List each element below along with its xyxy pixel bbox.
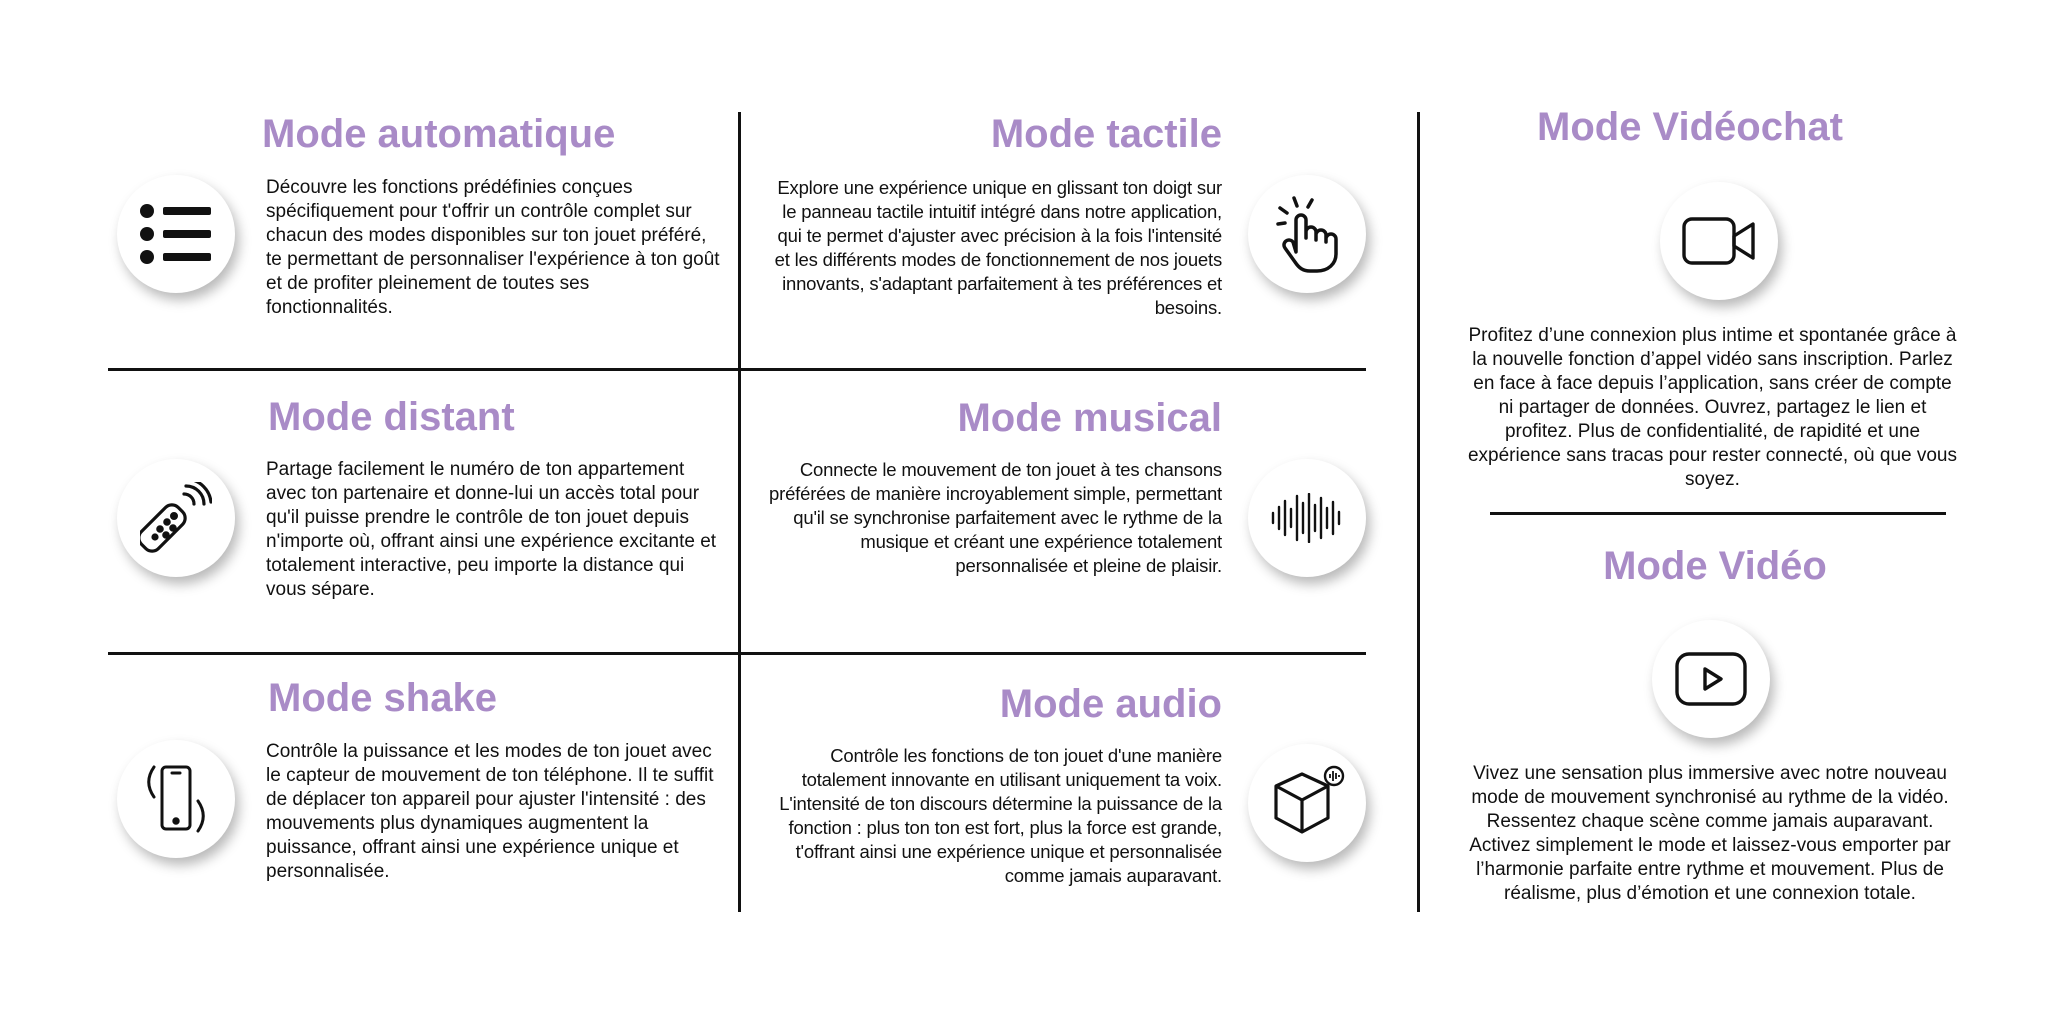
mode-videochat-description: Profitez d’une connexion plus intime et spontanée grâce à la nouvelle fonction d’appel vidéo sans inscription. Parlez en face à face depuis l’application, sans créer de compte ni partager de données. Ouvrez, partagez le lien et profitez. Plus de confidentialité, de rapidité et une expérience sans tracas pour rester connecté, où que vous soyez. bbox=[1467, 325, 1957, 490]
mode-shake-title: Mode shake bbox=[268, 676, 497, 720]
mode-shake-description: Contrôle la puissance et les modes de ton jouet avec le capteur de mouvement de ton téléphone. Il te suffit de déplacer ton appareil pour ajuster l'intensité : des mouvements plus dynamiques augmentent la puissance, offrant ainsi une expérience unique et personnalisée. bbox=[266, 741, 714, 882]
horizontal-divider-right-column bbox=[1490, 512, 1946, 515]
mode-distant-title: Mode distant bbox=[268, 395, 515, 439]
play-button-icon bbox=[1674, 651, 1748, 707]
mode-tactile-title: Mode tactile bbox=[990, 112, 1222, 156]
list-icon-circle bbox=[117, 175, 235, 293]
cube-audio-icon-circle bbox=[1248, 744, 1366, 862]
sound-wave-icon-circle bbox=[1248, 459, 1366, 577]
remote-control-icon-circle bbox=[117, 459, 235, 577]
mode-automatique-description: Découvre les fonctions prédéfinies conçues spécifiquement pour t'offrir un contrôle complet sur chacun des modes disponibles sur ton jouet préféré, te permettant de personnaliser l'expérience à ton goût et de profiter pleinement de toutes ses fonctionnalités. bbox=[266, 177, 720, 318]
video-camera-icon-circle bbox=[1660, 182, 1778, 300]
cube-audio-icon bbox=[1268, 764, 1346, 842]
mode-video-description: Vivez une sensation plus immersive avec notre nouveau mode de mouvement synchronisé au rythme de la vidéo. Ressentez chaque scène comme jamais auparavant. Activez simplement le mode et laissez-vous emporter par l’harmonie parfaite entre rythme et mouvement. Plus de réalisme, plus d’émotion et une connexion totale. bbox=[1469, 763, 1951, 904]
mode-video-title: Mode Vidéo bbox=[1603, 544, 1827, 588]
mode-audio-title: Mode audio bbox=[999, 682, 1222, 726]
horizontal-divider-top bbox=[108, 368, 1366, 371]
vertical-divider-right bbox=[1417, 112, 1420, 912]
mode-audio-description: Contrôle les fonctions de ton jouet d'une manière totalement innovante en utilisant uniquement ta voix. L'intensité de ton discours détermine la puissance de la fonction : plus ton ton est fort, plus la force est grande, t'offrant ainsi une expérience unique et personnalisée comme jamais auparavant. bbox=[779, 745, 1222, 886]
horizontal-divider-bottom bbox=[108, 652, 1366, 655]
play-button-icon-circle bbox=[1652, 620, 1770, 738]
sound-wave-icon bbox=[1270, 493, 1344, 543]
mode-tactile-description: Explore une expérience unique en glissant ton doigt sur le panneau tactile intuitif intégré dans notre application, qui te permet d'ajuster avec précision à la fois l'intensité et les différents modes de fonctionnement de nos jouets innovants, s'adaptant parfaitement à tes préférences et besoins. bbox=[774, 177, 1222, 318]
shaking-phone-icon-circle bbox=[117, 740, 235, 858]
mode-videochat-title: Mode Vidéochat bbox=[1537, 105, 1843, 149]
shaking-phone-icon bbox=[144, 757, 208, 841]
remote-control-icon bbox=[140, 482, 212, 554]
mode-distant-description: Partage facilement le numéro de ton appartement avec ton partenaire et donne-lui un accès total pour qu'il puisse prendre le contrôle de ton jouet depuis n'importe où, offrant ainsi une expérience excitante et totalement interactive, peu importe la distance qui vous sépare. bbox=[266, 459, 717, 600]
vertical-divider-center bbox=[738, 112, 741, 912]
touch-hand-icon-circle bbox=[1248, 175, 1366, 293]
touch-hand-icon bbox=[1272, 194, 1342, 274]
mode-automatique-title: Mode automatique bbox=[262, 112, 616, 156]
mode-musical-description: Connecte le mouvement de ton jouet à tes chansons préférées de manière incroyablement simple, permettant qu'il se synchronise parfaitement avec le rythme de la musique et créant une expérience totalement personnalisée et pleine de plaisir. bbox=[769, 459, 1222, 576]
list-icon bbox=[139, 203, 213, 265]
video-camera-icon bbox=[1681, 214, 1757, 268]
mode-musical-title: Mode musical bbox=[957, 396, 1222, 440]
